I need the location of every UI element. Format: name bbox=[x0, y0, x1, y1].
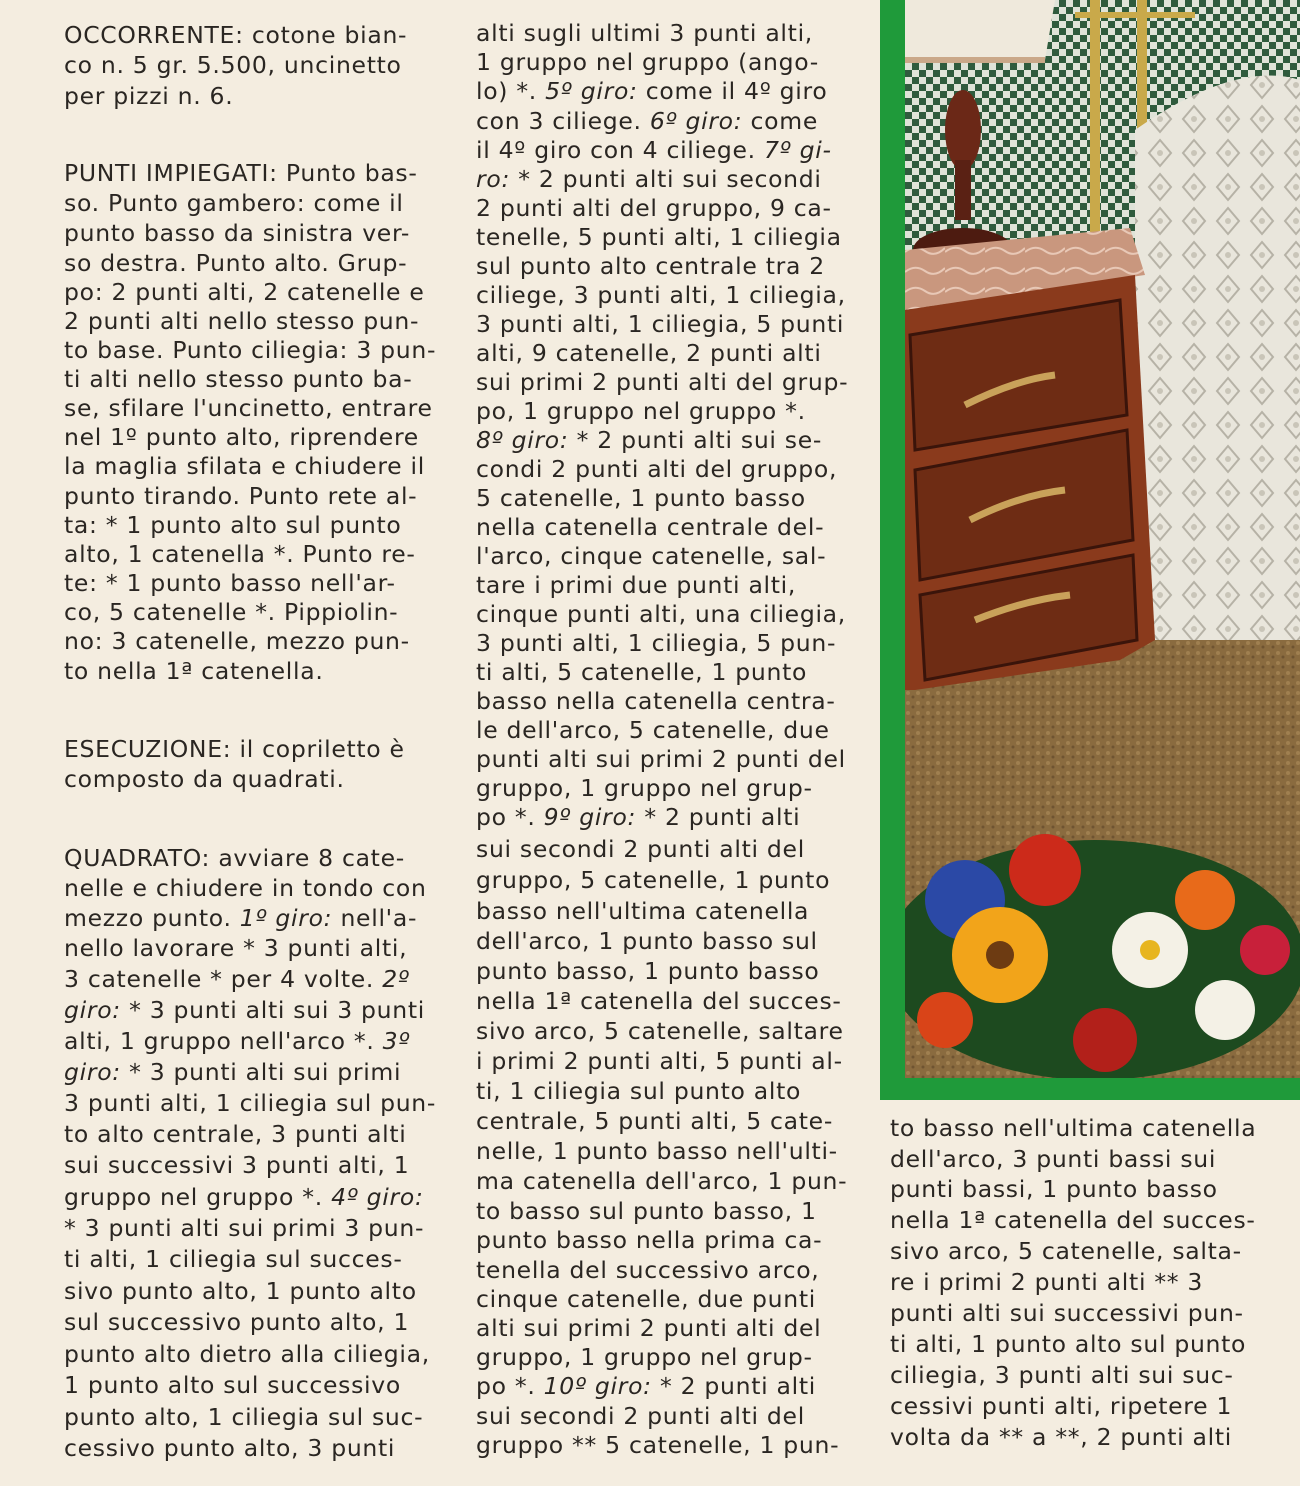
italic-run: 10º giro: bbox=[543, 1372, 652, 1400]
text-run: se, sfilare l'uncinetto, entrare bbox=[64, 394, 433, 422]
text-line bbox=[64, 1026, 410, 1056]
text-line bbox=[476, 367, 848, 397]
text-line bbox=[64, 393, 433, 423]
text-run: sivo arco, 5 catenelle, salta- bbox=[890, 1237, 1242, 1265]
text-line bbox=[64, 422, 419, 452]
text-line bbox=[890, 1422, 1232, 1452]
italic-run: 9º giro: bbox=[543, 803, 637, 831]
text-run: nel 1º punto alto, riprendere bbox=[64, 423, 419, 451]
text-line bbox=[64, 597, 398, 627]
text-line bbox=[890, 1267, 1203, 1297]
text-line bbox=[476, 1430, 839, 1460]
text-line bbox=[64, 364, 412, 394]
text-line bbox=[476, 570, 796, 600]
text-run: dell'arco, 1 punto basso sul bbox=[476, 927, 818, 955]
text-line bbox=[64, 158, 418, 188]
text-line bbox=[64, 903, 417, 933]
text-run: * 2 punti alti sui se- bbox=[568, 426, 823, 454]
italic-run: giro: bbox=[64, 996, 121, 1024]
text-line bbox=[64, 277, 425, 307]
text-line bbox=[476, 1136, 838, 1166]
text-line bbox=[64, 1244, 403, 1274]
text-line bbox=[64, 1307, 409, 1337]
text-line bbox=[64, 1402, 423, 1432]
text-run: * 2 punti alti sui secondi bbox=[510, 165, 822, 193]
text-line bbox=[64, 568, 396, 598]
text-line bbox=[890, 1205, 1256, 1235]
text-run: ta: * 1 punto alto sul punto bbox=[64, 511, 402, 539]
text-run: nello lavorare * 3 punti alti, bbox=[64, 934, 408, 962]
text-line bbox=[64, 995, 425, 1025]
text-run: 2 punti alti nello stesso pun- bbox=[64, 307, 420, 335]
text-run: alti, 1 gruppo nell'arco *. bbox=[64, 1027, 383, 1055]
text-line bbox=[64, 1339, 430, 1369]
text-line bbox=[476, 193, 832, 223]
text-run: * 3 punti alti sui 3 punti bbox=[120, 996, 425, 1024]
text-line bbox=[476, 1342, 813, 1372]
text-line bbox=[476, 164, 822, 194]
text-run: nelle, 1 punto basso nell'ulti- bbox=[476, 1137, 838, 1165]
text-line bbox=[476, 425, 822, 455]
bedroom-photo bbox=[905, 0, 1300, 1078]
text-line bbox=[64, 933, 407, 963]
text-run: le dell'arco, 5 catenelle, due bbox=[476, 716, 830, 744]
text-run: il 4º giro con 4 ciliege. bbox=[476, 136, 765, 164]
text-run: to base. Punto ciliegia: 3 pun- bbox=[64, 336, 437, 364]
italic-run: 7º gi- bbox=[764, 136, 832, 164]
text-line bbox=[476, 309, 844, 339]
text-run: sul successivo punto alto, 1 bbox=[64, 1308, 410, 1336]
text-run: to basso sul punto basso, 1 bbox=[476, 1197, 817, 1225]
text-run: 3 punti alti, 1 ciliegia, 5 pun- bbox=[476, 629, 837, 657]
text-line bbox=[64, 964, 410, 994]
text-run: * 3 punti alti sui primi bbox=[120, 1058, 402, 1086]
text-line bbox=[476, 1255, 819, 1285]
text-line bbox=[64, 1213, 424, 1243]
text-line bbox=[890, 1113, 1256, 1143]
text-run: basso nell'ultima catenella bbox=[476, 897, 810, 925]
text-run: basso nella catenella centra- bbox=[476, 687, 836, 715]
text-line bbox=[476, 280, 846, 310]
text-run: composto da quadrati. bbox=[64, 765, 345, 793]
text-run: alti sugli ultimi 3 punti alti, bbox=[476, 19, 813, 47]
text-run: per pizzi n. 6. bbox=[64, 82, 234, 110]
text-line bbox=[476, 1313, 821, 1343]
text-run: punti bassi, 1 punto basso bbox=[890, 1175, 1218, 1203]
text-run: condi 2 punti alti del gruppo, bbox=[476, 455, 838, 483]
text-line bbox=[476, 986, 842, 1016]
text-run: dell'arco, 3 punti bassi sui bbox=[890, 1145, 1217, 1173]
text-run: PUNTI IMPIEGATI: Punto bas- bbox=[64, 159, 418, 187]
text-run: to alto centrale, 3 punti alti bbox=[64, 1120, 407, 1148]
text-line bbox=[890, 1360, 1234, 1390]
text-line bbox=[476, 834, 805, 864]
text-run: * 2 punti alti bbox=[651, 1372, 817, 1400]
text-run: so destra. Punto alto. Grup- bbox=[64, 249, 408, 277]
text-run: gruppo, 1 gruppo nel grup- bbox=[476, 1343, 813, 1371]
text-line bbox=[476, 251, 825, 281]
text-run: con 3 ciliege. bbox=[476, 107, 650, 135]
text-run: volta da ** a **, 2 punti alti bbox=[890, 1423, 1232, 1451]
text-run: sul punto alto centrale tra 2 bbox=[476, 252, 825, 280]
text-run: te: * 1 punto basso nell'ar- bbox=[64, 569, 396, 597]
text-run: nella catenella centrale del- bbox=[476, 513, 825, 541]
text-line bbox=[476, 1196, 817, 1226]
text-line bbox=[476, 1225, 822, 1255]
text-run: i primi 2 punti alti, 5 punti al- bbox=[476, 1047, 843, 1075]
text-line bbox=[476, 1401, 805, 1431]
text-line bbox=[890, 1174, 1218, 1204]
text-line bbox=[476, 18, 813, 48]
text-run: 3 punti alti, 1 ciliegia sul pun- bbox=[64, 1089, 437, 1117]
text-run: ciliegia, 3 punti alti sui suc- bbox=[890, 1361, 1234, 1389]
italic-run: 5º giro: bbox=[545, 77, 638, 105]
text-run: nelle e chiudere in tondo con bbox=[64, 874, 427, 902]
text-run: tare i primi due punti alti, bbox=[476, 571, 797, 599]
italic-run: 6º giro: bbox=[649, 107, 743, 135]
text-run: 1 gruppo nel gruppo (ango- bbox=[476, 48, 819, 76]
text-line bbox=[64, 626, 410, 656]
text-run: cessivo punto alto, 3 punti bbox=[64, 1434, 396, 1462]
text-run: centrale, 5 punti alti, 5 cate- bbox=[476, 1107, 834, 1135]
text-line bbox=[476, 541, 826, 571]
text-run: punto basso nella prima ca- bbox=[476, 1226, 823, 1254]
text-line bbox=[476, 802, 800, 832]
text-line bbox=[64, 20, 407, 50]
text-line bbox=[64, 335, 436, 365]
text-run: ESECUZIONE: il copriletto è bbox=[64, 735, 405, 763]
text-run: ma catenella dell'arco, 1 pun- bbox=[476, 1167, 848, 1195]
text-line bbox=[476, 396, 806, 426]
italic-run: 2º bbox=[382, 965, 410, 993]
text-line bbox=[64, 656, 324, 686]
text-line bbox=[476, 773, 813, 803]
text-run: punti alti sui primi 2 punti del bbox=[476, 745, 846, 773]
text-line bbox=[476, 1284, 816, 1314]
text-run: po *. bbox=[476, 803, 544, 831]
text-line bbox=[476, 628, 836, 658]
text-run: 3 catenelle * per 4 volte. bbox=[64, 965, 383, 993]
text-run: cinque punti alti, una ciliegia, bbox=[476, 600, 846, 628]
text-line bbox=[476, 106, 818, 136]
text-line bbox=[476, 686, 836, 716]
text-run: sui primi 2 punti alti del grup- bbox=[476, 368, 849, 396]
text-line bbox=[64, 1057, 401, 1087]
text-run: come il 4º giro bbox=[637, 77, 828, 105]
text-run: sui secondi 2 punti alti del bbox=[476, 1402, 805, 1430]
text-run: po, 1 gruppo nel gruppo *. bbox=[476, 397, 806, 425]
text-run: no: 3 catenelle, mezzo pun- bbox=[64, 627, 410, 655]
text-run: ciliege, 3 punti alti, 1 ciliegia, bbox=[476, 281, 846, 309]
text-line bbox=[476, 338, 822, 368]
text-line bbox=[64, 843, 405, 873]
text-line bbox=[476, 896, 809, 926]
text-line bbox=[64, 1150, 409, 1180]
text-line bbox=[64, 248, 407, 278]
text-line bbox=[890, 1298, 1244, 1328]
text-run: co, 5 catenelle *. Pippiolin- bbox=[64, 598, 399, 626]
italic-run: 1º giro: bbox=[239, 904, 333, 932]
text-run: gruppo, 5 catenelle, 1 punto bbox=[476, 866, 831, 894]
text-run: re i primi 2 punti alti ** 3 bbox=[890, 1268, 1204, 1296]
text-line bbox=[890, 1329, 1246, 1359]
text-line bbox=[476, 744, 846, 774]
text-line bbox=[64, 1276, 417, 1306]
text-run: to nella 1ª catenella. bbox=[64, 657, 324, 685]
text-line bbox=[64, 1370, 401, 1400]
text-run: so. Punto gambero: come il bbox=[64, 189, 404, 217]
text-run: sivo arco, 5 catenelle, saltare bbox=[476, 1017, 844, 1045]
text-line bbox=[476, 865, 830, 895]
text-run: * 3 punti alti sui primi 3 pun- bbox=[64, 1214, 425, 1242]
text-run: ti, 1 ciliegia sul punto alto bbox=[476, 1077, 802, 1105]
text-run: nella 1ª catenella del succes- bbox=[476, 987, 842, 1015]
text-run: ti alti, 5 catenelle, 1 punto bbox=[476, 658, 808, 686]
text-line bbox=[476, 135, 832, 165]
text-run: alto, 1 catenella *. Punto re- bbox=[64, 540, 416, 568]
text-run: to basso nell'ultima catenella bbox=[890, 1114, 1257, 1142]
text-run: alti, 9 catenelle, 2 punti alti bbox=[476, 339, 822, 367]
text-line bbox=[64, 510, 401, 540]
italic-run: giro: bbox=[64, 1058, 121, 1086]
text-line bbox=[476, 926, 818, 956]
text-run: l'arco, cinque catenelle, sal- bbox=[476, 542, 827, 570]
text-run: 1 punto alto sul successivo bbox=[64, 1371, 401, 1399]
text-run: punto alto, 1 ciliegia sul suc- bbox=[64, 1403, 424, 1431]
text-line bbox=[64, 764, 345, 794]
text-line bbox=[64, 539, 416, 569]
text-line bbox=[890, 1144, 1216, 1174]
text-line bbox=[476, 454, 837, 484]
text-line bbox=[476, 1046, 843, 1076]
text-run: cessivi punti alti, ripetere 1 bbox=[890, 1392, 1233, 1420]
text-run: nell'a- bbox=[332, 904, 418, 932]
italic-run: 3º bbox=[382, 1027, 411, 1055]
text-line bbox=[476, 1016, 844, 1046]
text-run: la maglia sfilata e chiudere il bbox=[64, 452, 425, 480]
text-run: po: 2 punti alti, 2 catenelle e bbox=[64, 278, 425, 306]
text-run: co n. 5 gr. 5.500, uncinetto bbox=[64, 51, 402, 79]
text-run: * 2 punti alti bbox=[636, 803, 801, 831]
text-run: alti sui primi 2 punti alti del bbox=[476, 1314, 822, 1342]
text-line bbox=[476, 483, 806, 513]
text-line bbox=[476, 1106, 833, 1136]
text-run: tenella del successivo arco, bbox=[476, 1256, 820, 1284]
text-line bbox=[476, 512, 824, 542]
text-run: punto tirando. Punto rete al- bbox=[64, 482, 418, 510]
text-line bbox=[64, 218, 410, 248]
text-line bbox=[64, 50, 402, 80]
text-run: nella 1ª catenella del succes- bbox=[890, 1206, 1256, 1234]
text-line bbox=[64, 81, 233, 111]
italic-run: 4º giro: bbox=[331, 1183, 424, 1211]
text-line bbox=[64, 481, 417, 511]
text-run: sivo punto alto, 1 punto alto bbox=[64, 1277, 417, 1305]
text-line bbox=[476, 599, 846, 629]
text-run: punto alto dietro alla ciliegia, bbox=[64, 1340, 430, 1368]
text-line bbox=[64, 1182, 424, 1212]
italic-run: 8º giro: bbox=[476, 426, 569, 454]
text-run: punto basso da sinistra ver- bbox=[64, 219, 410, 247]
text-run: tenelle, 5 punti alti, 1 ciliegia bbox=[476, 223, 842, 251]
text-line bbox=[64, 188, 404, 218]
text-line bbox=[890, 1236, 1242, 1266]
text-line bbox=[64, 306, 419, 336]
text-line bbox=[476, 1371, 816, 1401]
text-run: cinque catenelle, due punti bbox=[476, 1285, 816, 1313]
text-run: gruppo ** 5 catenelle, 1 pun- bbox=[476, 1431, 840, 1459]
text-run: punto basso, 1 punto basso bbox=[476, 957, 820, 985]
text-run: come bbox=[742, 107, 818, 135]
italic-run: ro: bbox=[476, 165, 511, 193]
text-run: 2 punti alti del gruppo, 9 ca- bbox=[476, 194, 832, 222]
text-line bbox=[476, 657, 807, 687]
text-line bbox=[64, 734, 405, 764]
text-run: lo) *. bbox=[476, 77, 546, 105]
text-run: 5 catenelle, 1 punto basso bbox=[476, 484, 806, 512]
text-line bbox=[476, 956, 819, 986]
text-run: 3 punti alti, 1 ciliegia, 5 punti bbox=[476, 310, 845, 338]
text-run: po *. bbox=[476, 1372, 544, 1400]
text-run: ti alti nello stesso punto ba- bbox=[64, 365, 413, 393]
text-run: ti alti, 1 ciliegia sul succes- bbox=[64, 1245, 403, 1273]
text-run: QUADRATO: avviare 8 cate- bbox=[64, 844, 405, 872]
text-line bbox=[476, 76, 827, 106]
text-line bbox=[64, 873, 427, 903]
text-run: OCCORRENTE: cotone bian- bbox=[64, 21, 408, 49]
text-run: punti alti sui successivi pun- bbox=[890, 1299, 1244, 1327]
text-line bbox=[476, 47, 819, 77]
text-line bbox=[64, 1119, 407, 1149]
text-line bbox=[476, 715, 830, 745]
text-run: sui successivi 3 punti alti, 1 bbox=[64, 1151, 410, 1179]
text-run: sui secondi 2 punti alti del bbox=[476, 835, 805, 863]
text-line bbox=[64, 1433, 395, 1463]
text-line bbox=[476, 1166, 847, 1196]
text-line bbox=[64, 451, 425, 481]
text-run: gruppo, 1 gruppo nel grup- bbox=[476, 774, 813, 802]
text-run: ti alti, 1 punto alto sul punto bbox=[890, 1330, 1247, 1358]
text-line bbox=[476, 1076, 801, 1106]
text-run: gruppo nel gruppo *. bbox=[64, 1183, 332, 1211]
text-line bbox=[64, 1088, 436, 1118]
text-line bbox=[890, 1391, 1232, 1421]
text-run: mezzo punto. bbox=[64, 904, 240, 932]
text-line bbox=[476, 222, 842, 252]
